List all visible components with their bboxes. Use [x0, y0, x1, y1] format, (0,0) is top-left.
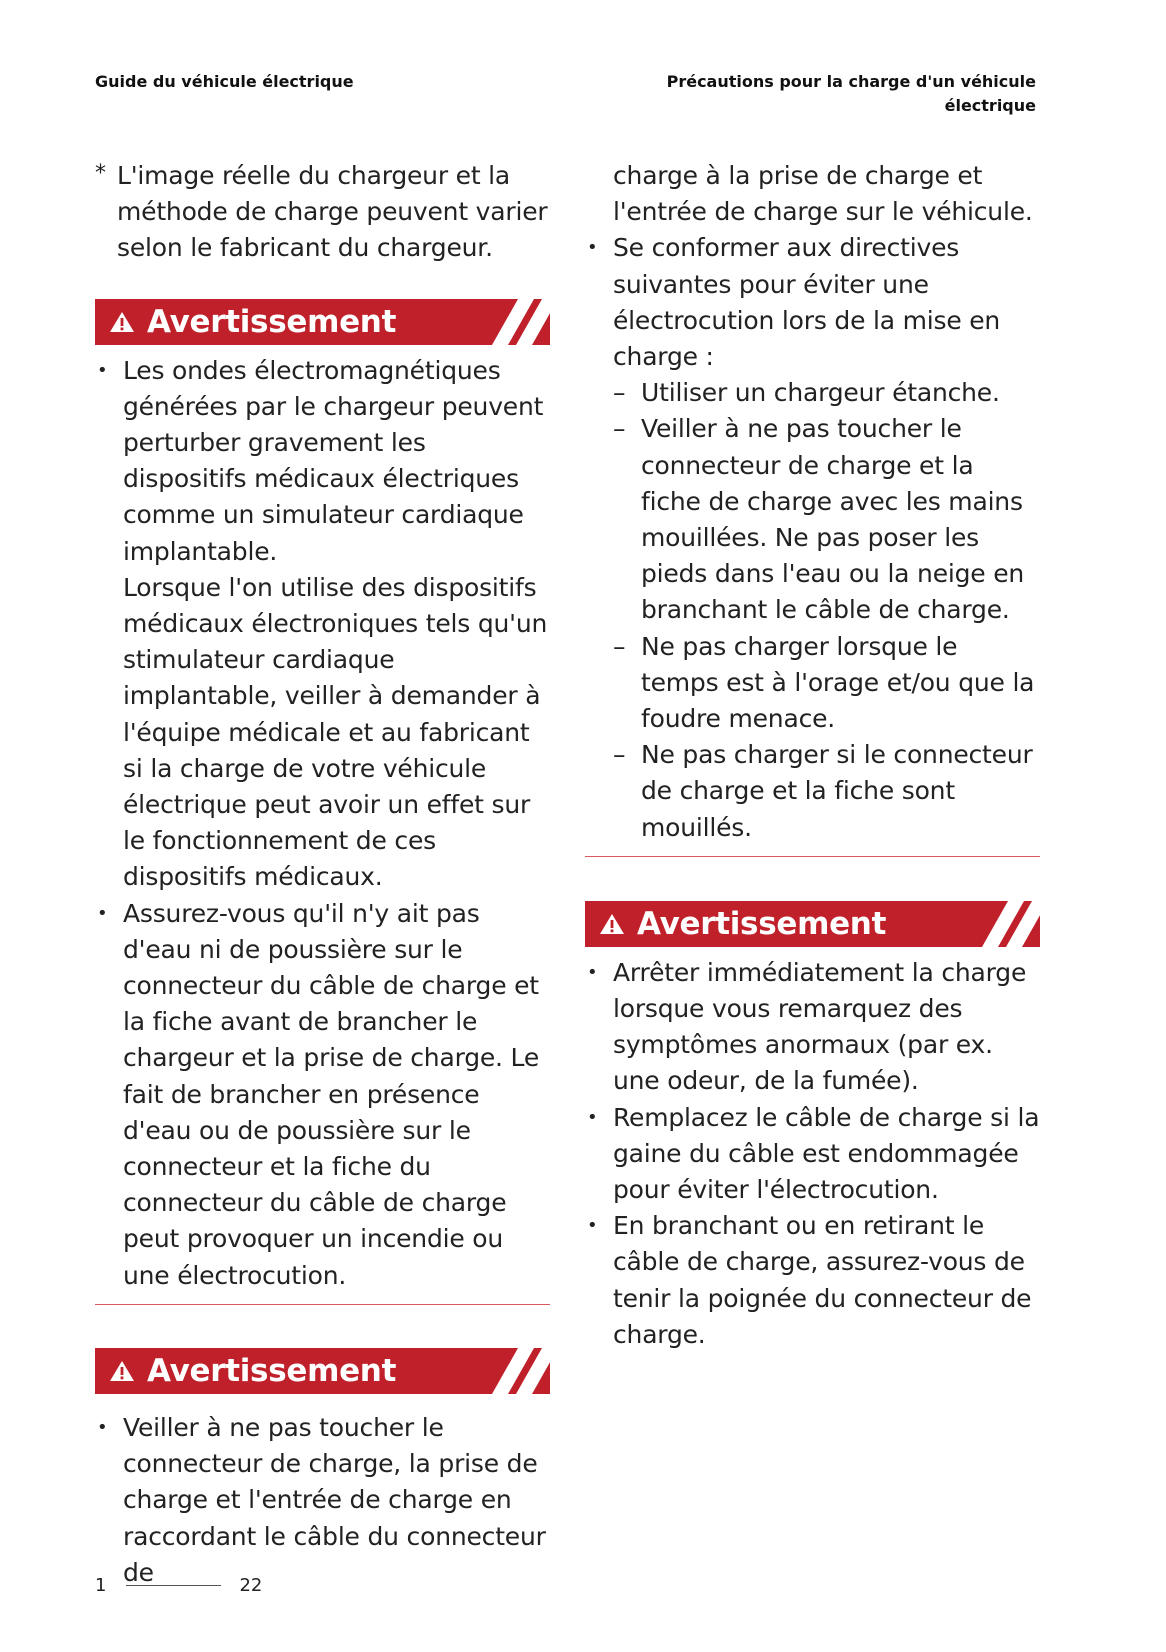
footer-rule	[126, 1585, 221, 1586]
left-column	[95, 158, 550, 1591]
dash-icon: –	[613, 740, 626, 770]
list-item-text: Arrêter immédiatement la charge lorsque vous remarquez des symptômes anormaux (par ex. une odeur, de la fumée).	[613, 957, 1027, 1096]
dash-icon: –	[613, 378, 626, 408]
list-item	[585, 955, 1040, 1100]
list-item-text: En branchant ou en retirant le câble de charge, assurez-vous de tenir la poignée du connecteur de charge.	[613, 1211, 1032, 1349]
sub-item-text: Veiller à ne pas toucher le connecteur de charge et la fiche de charge avec les mains mouillées. Ne pas poser les pieds dans l'eau ou la neige en branchant le câble de charge.	[641, 414, 1025, 625]
bullet-icon: •	[587, 1215, 598, 1237]
sub-item-text: Ne pas charger si le connecteur de charge et la fiche sont mouillés.	[641, 740, 1033, 842]
sub-list-item	[613, 629, 1040, 738]
warning-title: Avertissement	[147, 1352, 397, 1389]
list-item-text: Se conformer aux directives suivantes pour éviter une électrocution lors de la mise en charge :	[613, 233, 1001, 372]
page-footer	[95, 1575, 262, 1596]
stripe-decoration	[954, 901, 1040, 947]
warning-title: Avertissement	[147, 303, 397, 340]
sub-list	[613, 375, 1040, 846]
warning-list	[585, 955, 1040, 1353]
warning-banner	[95, 299, 550, 345]
list-item-text: Remplacez le câble de charge si la gaine du câble est endommagée pour éviter l'électrocution.	[613, 1102, 1040, 1205]
sub-item-text: Ne pas charger lorsque le temps est à l'orage et/ou que la foudre menace.	[641, 631, 1035, 734]
bullet-icon: •	[97, 1416, 108, 1438]
warning-banner	[95, 1348, 550, 1394]
continued-list	[585, 158, 1040, 846]
list-item-continuation	[585, 158, 1040, 230]
list-item-text: charge à la prise de charge et l'entrée de charge sur le véhicule.	[613, 161, 1033, 227]
bullet-icon: •	[97, 902, 108, 924]
right-column	[585, 158, 1040, 1353]
running-header-right: Précautions pour la charge d'un véhicule électrique	[666, 72, 1036, 115]
sub-list-item	[613, 737, 1040, 846]
list-item-text: Veiller à ne pas toucher le connecteur de charge, la prise de charge et l'entrée de charge en raccordant le câble du connecteur de	[123, 1412, 546, 1587]
list-item-text: Lorsque l'on utilise des dispositifs médicaux électroniques tels qu'un stimulateur cardiaque implantable, veiller à demander à l'équipe médicale et au fabricant si la charge de votre véhicule électrique peut avoir un effet sur le fonctionnement de ces dispositifs médicaux.	[123, 572, 548, 892]
asterisk-mark: *	[95, 161, 106, 186]
sub-list-item	[613, 411, 1040, 628]
note-text: L'image réelle du chargeur et la méthode de charge peuvent varier selon le fabricant du chargeur.	[117, 161, 548, 263]
warning-triangle-icon	[109, 1359, 135, 1383]
stripe-decoration	[464, 1348, 550, 1394]
list-item-text: Assurez-vous qu'il n'y ait pas d'eau ni de poussière sur le connecteur du câble de charge et la fiche avant de brancher le chargeur et la prise de charge. Le fait de brancher en présence d'eau ou de poussière sur le connecteur et la fiche du connecteur du câble de charge peut provoquer un incendie ou une électrocution.	[123, 898, 540, 1290]
bullet-icon: •	[587, 961, 598, 983]
dash-icon: –	[613, 414, 626, 444]
warning-list	[95, 353, 550, 1294]
warning-list	[95, 1410, 550, 1591]
bullet-icon: •	[587, 237, 598, 259]
sub-list-item	[613, 375, 1040, 411]
dash-icon: –	[613, 631, 626, 661]
list-item	[95, 353, 550, 896]
bullet-icon: •	[97, 359, 108, 381]
chapter-number: 1	[95, 1575, 107, 1596]
list-item-text: Les ondes électromagnétiques générées par le chargeur peuvent perturber gravement les dispositifs médicaux électriques comme un simulateur cardiaque implantable.	[123, 355, 544, 566]
stripe-decoration	[464, 299, 550, 345]
warning-triangle-icon	[599, 912, 625, 936]
list-item	[585, 1208, 1040, 1353]
running-header-left: Guide du véhicule électrique	[95, 72, 354, 91]
list-item	[585, 230, 1040, 845]
warning-triangle-icon	[109, 310, 135, 334]
bullet-icon: •	[587, 1106, 598, 1128]
image-note	[95, 158, 550, 267]
page-number: 22	[239, 1575, 263, 1596]
list-item	[95, 1410, 550, 1591]
warning-title: Avertissement	[637, 905, 887, 942]
warning-banner	[585, 901, 1040, 947]
list-item	[585, 1100, 1040, 1209]
list-item	[95, 896, 550, 1294]
sub-item-text: Utiliser un chargeur étanche.	[641, 378, 1000, 408]
